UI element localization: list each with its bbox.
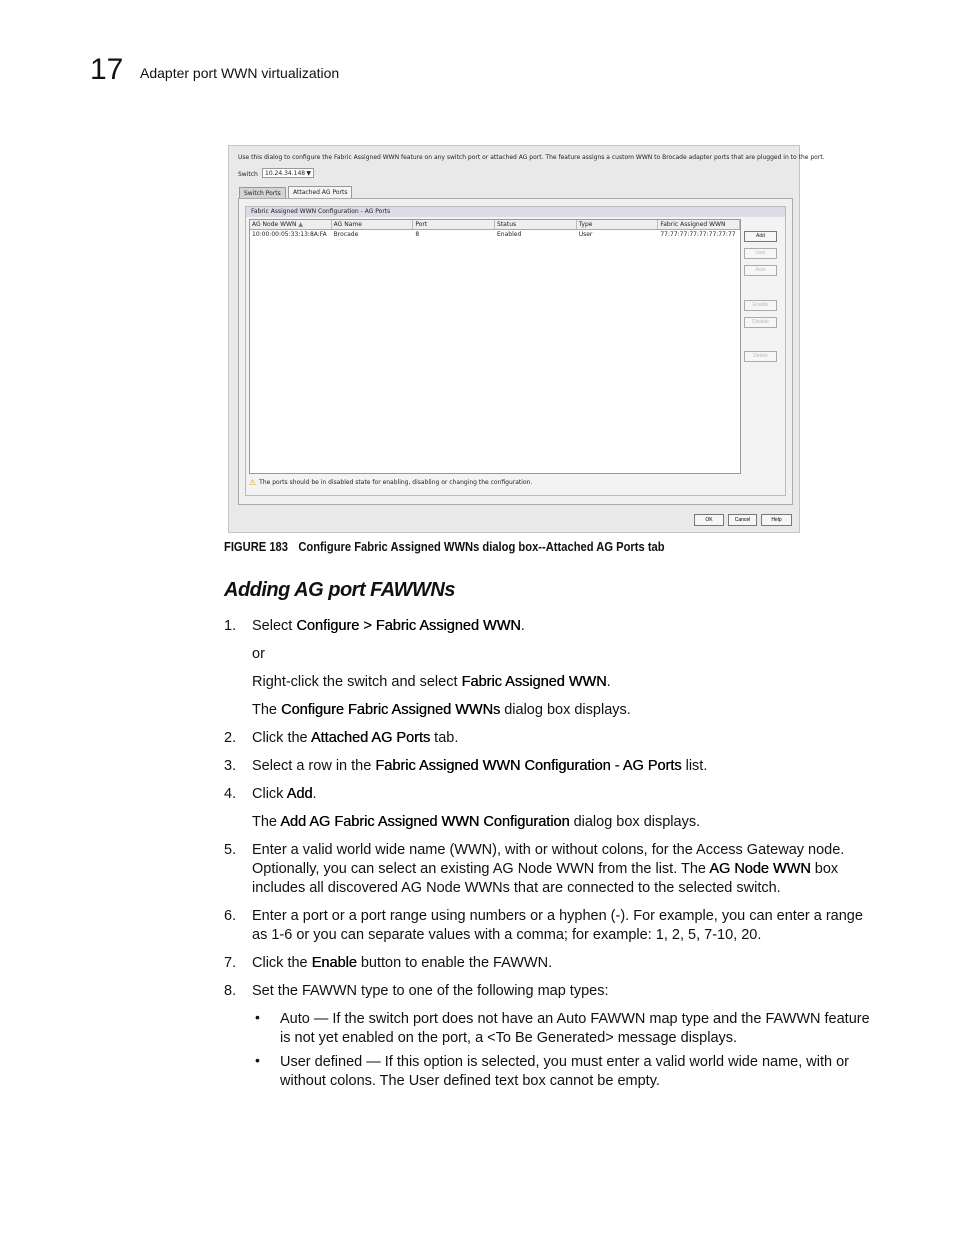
delete-button[interactable]: Delete [744,351,777,362]
ui-term: AG Node WWN [709,861,811,877]
enable-button[interactable]: Enable [744,300,777,311]
tab-panel [238,198,793,505]
bullet-icon: • [255,1009,260,1025]
cell-ag-node-wwn: 10:00:00:05:33:13:8A:FA [252,231,327,238]
step-number: 6. [224,908,237,924]
step-number: 4. [224,786,237,802]
user-button[interactable]: User [744,248,777,259]
step-1-or: or [252,646,265,662]
ui-term: Add AG Fabric Assigned WWN Configuration [280,814,570,830]
column-header-status[interactable]: Status [495,220,577,229]
step-1-alt-text: Right-click the switch and select Fabric Assigned WWN. [252,674,611,690]
bullet-auto-line-2: is not yet enabled on the port, a <To Be Generated> message displays. [280,1030,738,1046]
column-header-ag-name[interactable]: AG Name [332,220,414,229]
warning-icon: ⚠ [249,478,257,487]
step-8-text: Set the FAWWN type to one of the following map types: [252,983,609,999]
group-title: Fabric Assigned WWN Configuration - AG Ports [246,207,785,217]
column-header-port[interactable]: Port [413,220,495,229]
bullet-user-defined-line-2: without colons. The User defined text box cannot be empty. [280,1073,660,1089]
figure-caption-text: Configure Fabric Assigned WWNs dialog box--Attached AG Ports tab [298,539,665,554]
ui-term: Attached AG Ports [310,730,431,746]
bullet-user-defined-line-1: User defined — If this option is selected, you must enter a valid world wide name, with or [280,1054,849,1070]
ui-term: Fabric Assigned WWN [461,674,607,690]
step-2-text: Click the Attached AG Ports tab. [252,730,459,746]
auto-button[interactable]: Auto [744,265,777,276]
step-4-text: Click Add. [252,786,317,802]
cell-ag-name: Brocade [333,231,359,238]
chapter-title: Adapter port WWN virtualization [140,65,340,81]
warning-message [249,478,532,487]
table-row[interactable] [250,230,740,238]
section-heading: Adding AG port FAWWNs [224,579,455,601]
step-5-line-3: includes all discovered AG Node WWNs that are connected to the selected switch. [252,880,781,896]
step-6-line-1: Enter a port or a port range using numbers or a hyphen (-). For example, you can enter a range [252,908,863,924]
cancel-button[interactable]: Cancel [728,514,757,526]
column-header-ag-node-wwn[interactable]: AG Node WWN ▲ [250,220,332,229]
step-7-text: Click the Enable button to enable the FAWWN. [252,955,553,971]
cell-status: Enabled [497,231,522,238]
disable-button[interactable]: Disable [744,317,777,328]
chapter-number: 17 [90,53,124,86]
cell-type: User [578,231,593,238]
ui-term: Configure Fabric Assigned WWNs [281,702,501,718]
tab-attached-ag-ports[interactable]: Attached AG Ports [288,186,352,198]
cell-port: 8 [415,231,420,238]
step-number: 7. [224,955,237,971]
bullet-icon: • [255,1052,260,1068]
warning-text: The ports should be in disabled state for enabling, disabling or changing the configuration. [259,479,533,486]
column-header-fabric-assigned-wwn[interactable]: Fabric Assigned WWN [658,220,740,229]
ui-term: Configure > Fabric Assigned WWN [296,618,521,634]
ok-button[interactable]: OK [694,514,724,526]
step-6-line-2: as 1-6 or you can separate values with a comma; for example: 1, 2, 5, 7-10, 20. [252,927,762,943]
cell-fabric-assigned-wwn: 77:77:77:77:77:77:77:77 [660,231,736,238]
ag-ports-table[interactable] [249,219,741,474]
sort-ascending-icon: ▲ [298,221,304,228]
step-5-line-2: Optionally, you can select an existing AG Node WWN from the list. The AG Node WWN box [252,861,839,877]
add-button[interactable]: Add [744,231,777,242]
step-4-result-text: The Add AG Fabric Assigned WWN Configuration dialog box displays. [252,814,701,830]
ag-ports-group [245,206,786,496]
column-header-type[interactable]: Type [577,220,659,229]
switch-select[interactable] [262,168,314,178]
step-number: 5. [224,842,237,858]
step-1-result-text: The Configure Fabric Assigned WWNs dialog box displays. [252,702,631,718]
step-number: 3. [224,758,237,774]
dialog-intro-text: Use this dialog to configure the Fabric Assigned WWN feature on any switch port or attached AG port. The feature assigns a custom WWN to Brocade adapter ports that are plugged in to the port. [238,154,825,161]
step-number: 2. [224,730,237,746]
table-header [250,220,740,230]
ui-term: Enable [311,955,357,971]
step-3-text: Select a row in the Fabric Assigned WWN Configuration - AG Ports list. [252,758,708,774]
ui-term: Fabric Assigned WWN Configuration - AG Ports [375,758,682,774]
figure-caption [224,539,665,554]
step-number: 8. [224,983,237,999]
configure-fawwn-dialog [228,145,825,533]
figure-label: FIGURE 183 [224,539,289,554]
step-5-line-1: Enter a valid world wide name (WWN), with or without colons, for the Access Gateway node. [252,842,845,858]
bullet-auto-line-1: Auto — If the switch port does not have an Auto FAWWN map type and the FAWWN feature [280,1011,870,1027]
tab-switch-ports[interactable]: Switch Ports [239,187,286,198]
ui-term: Add [286,786,313,802]
chevron-down-icon: ▼ [306,169,311,177]
switch-select-value: 10.24.34.148 [265,169,306,177]
help-button[interactable]: Help [761,514,792,526]
step-1-text: Select Configure > Fabric Assigned WWN. [252,618,525,634]
step-number: 1. [224,618,237,634]
switch-label: Switch [238,171,258,178]
